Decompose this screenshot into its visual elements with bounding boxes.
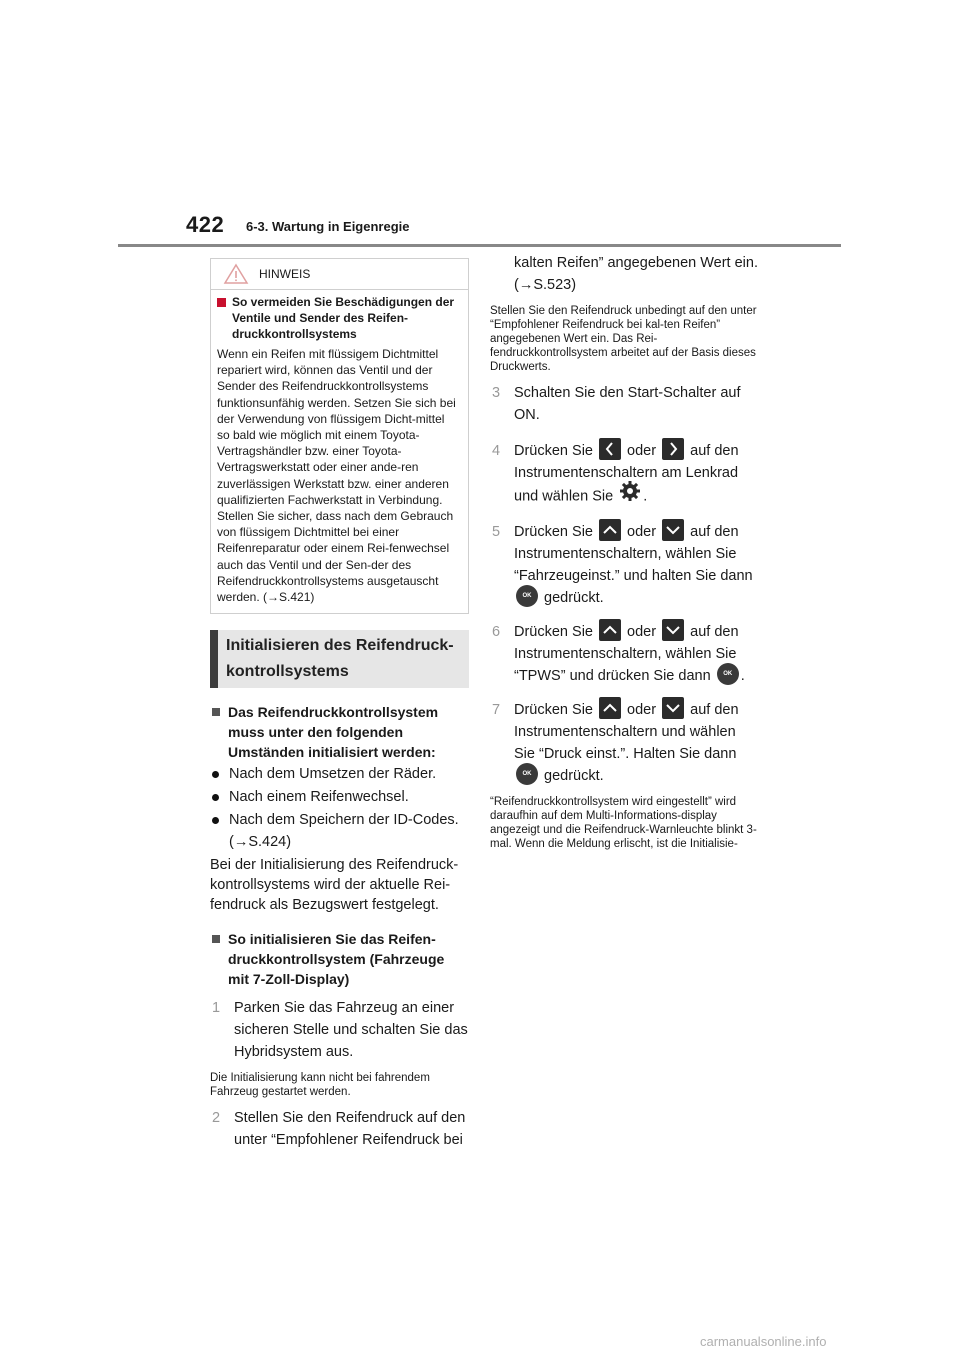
step-2 (210, 1107, 469, 1151)
subheading-how-to-initialize (210, 929, 469, 989)
step-text-part: oder (627, 624, 657, 640)
left-column (210, 258, 469, 1151)
chevron-right-icon (662, 438, 684, 460)
chevron-up-icon (599, 519, 621, 541)
notice-subtitle (217, 294, 462, 342)
step-4 (490, 440, 758, 509)
list-item (210, 809, 469, 853)
step-text-part: oder (627, 702, 657, 718)
chevron-down-icon (662, 697, 684, 719)
step-2-continued: kalten Reifen” angegebenen Wert ein. (→S.523) (514, 255, 758, 293)
step-3 (490, 382, 758, 426)
page-number: 422 (186, 212, 225, 237)
list-item (210, 763, 469, 785)
step-text-part: Drücken Sie (514, 524, 593, 540)
step-text-part: auf den Instrumentenschaltern am Lenkrad und wählen Sie (514, 443, 739, 505)
step-text (514, 699, 758, 787)
step-text-part: oder (627, 524, 657, 540)
step-text-part: Drücken Sie (514, 624, 593, 640)
step-text-part: oder (627, 443, 657, 459)
step-text (514, 621, 758, 687)
step-5 (490, 521, 758, 609)
chevron-left-icon (599, 438, 621, 460)
step-number: 6 (492, 624, 501, 640)
step-text-part: Drücken Sie (514, 702, 593, 718)
step-text-part: auf den Instrumentenschaltern und wählen Sie “Druck einst.”. Halten Sie dann (514, 702, 739, 762)
notice-box (210, 258, 469, 614)
step-text-part: gedrückt. (544, 768, 604, 784)
step-text-part: auf den Instrumentenschaltern, wählen Sie “Fahrzeugeinst.” und halten Sie dann (514, 524, 753, 584)
step-1 (210, 997, 469, 1063)
watermark[interactable]: carmanualsonline.info (700, 1334, 827, 1349)
bullet-dot-icon (212, 771, 219, 778)
square-bullet-icon (212, 935, 220, 943)
warning-triangle-icon (223, 263, 249, 290)
step-6 (490, 621, 758, 687)
step-text-part: . (740, 668, 745, 684)
list-item-text: Nach dem Umsetzen der Räder. (229, 766, 437, 783)
ok-button-icon: OK (516, 585, 538, 607)
right-column (490, 252, 758, 851)
ok-button-icon: OK (516, 763, 538, 785)
notice-subtitle-text: So vermeiden Sie Beschädigungen der Ventile und Sender des Reifen-druckkontrollsystems (232, 295, 455, 341)
square-bullet-icon (212, 708, 220, 716)
step-7 (490, 699, 758, 787)
step-text-part: gedrückt. (544, 590, 604, 606)
chevron-up-icon (599, 697, 621, 719)
step-1-note: Die Initialisierung kann nicht bei fahrendem Fahrzeug gestartet werden. (210, 1072, 430, 1099)
step-text: Stellen Sie den Reifendruck auf den unter “Empfohlener Reifendruck bei (234, 1110, 466, 1149)
header-rule (118, 244, 841, 247)
ok-button-icon: OK (717, 663, 739, 685)
step-number: 3 (492, 385, 501, 401)
bullet-dot-icon (212, 817, 219, 824)
step-2-note: Stellen Sie den Reifendruck unbedingt auf den unter “Empfohlener Reifendruck bei kal-ten Reifen” angegebenen Wert ein. Das Rei-fendruckkontrollsystem arbeitet auf der Basis dieses Druckwerts. (490, 305, 757, 373)
list-item (210, 786, 469, 808)
chevron-up-icon (599, 619, 621, 641)
list-item-text: Nach dem Speichern der ID-Codes. (→S.424) (229, 812, 459, 851)
step-text: Parken Sie das Fahrzeug an einer sicheren Stelle und schalten Sie das Hybridsystem aus. (234, 1000, 468, 1061)
chevron-down-icon (662, 619, 684, 641)
gear-icon (619, 480, 641, 509)
step-number: 2 (212, 1110, 221, 1127)
section-reference: 6-3. Wartung in Eigenregie (246, 219, 410, 234)
step-text: Schalten Sie den Start-Schalter auf ON. (514, 385, 741, 423)
subheading-initialize-conditions (210, 702, 469, 762)
subheading-text: So initialisieren Sie das Reifen-druckkontrollsystem (Fahrzeuge mit 7-Zoll-Display) (228, 931, 445, 988)
bullet-dot-icon (212, 794, 219, 801)
step-number: 4 (492, 443, 501, 459)
red-square-icon (217, 298, 226, 307)
step-number: 7 (492, 702, 501, 718)
section-title: Initialisieren des Reifendruck-kontrollsystems (210, 630, 469, 688)
paragraph: Bei der Initialisierung des Reifendruck-kontrollsystems wird der aktuelle Rei-fendruck als Bezugswert festgelegt. (210, 857, 459, 914)
step-text (514, 440, 758, 509)
step-number: 5 (492, 524, 501, 540)
notice-label: HINWEIS (259, 267, 311, 281)
chevron-down-icon (662, 519, 684, 541)
subheading-text: Das Reifendruckkontrollsystem muss unter den folgenden Umständen initialisiert werden: (228, 704, 439, 761)
step-text (514, 521, 758, 609)
notice-body: Wenn ein Reifen mit flüssigem Dichtmittel repariert wird, können das Ventil und der Sender des Reifendruckkontrollsystems funktionsunfähig werden. Setzen Sie sich bei der Verwendung von flüssigem Dicht-mittel so bald wie möglich mit einem Toyota-Vertragshändler bzw. einer Toyota-Vertragswerkstatt oder einer ande-ren zuverlässigen Werkstatt bzw. einer anderen qualifizierten Fachwerkstatt in Verbindung. Stellen Sie sicher, dass nach dem Gebrauch von flüssigem Dichtmittel bei einer Reifenreparatur oder einem Rei-fenwechsel auch das Ventil und der Sen-der des Reifendruckkontrollsystems ausgetauscht werden. (→S.421) (217, 347, 456, 605)
step-text-part: Drücken Sie (514, 443, 593, 459)
step-7-note: “Reifendruckkontrollsystem wird eingestellt” wird daraufhin auf dem Multi-Informations-display angezeigt und die Reifendruck-Warnleuchte blinkt 3-mal. Wenn die Meldung erlischt, ist die Initialisie- (490, 796, 757, 850)
step-number: 1 (212, 1000, 221, 1017)
step-text-part: . (643, 488, 648, 505)
list-item-text: Nach einem Reifenwechsel. (229, 789, 409, 806)
notice-header (211, 259, 468, 290)
step-text-part: auf den Instrumentenschaltern, wählen Sie “TPWS” und drücken Sie dann (514, 624, 739, 684)
